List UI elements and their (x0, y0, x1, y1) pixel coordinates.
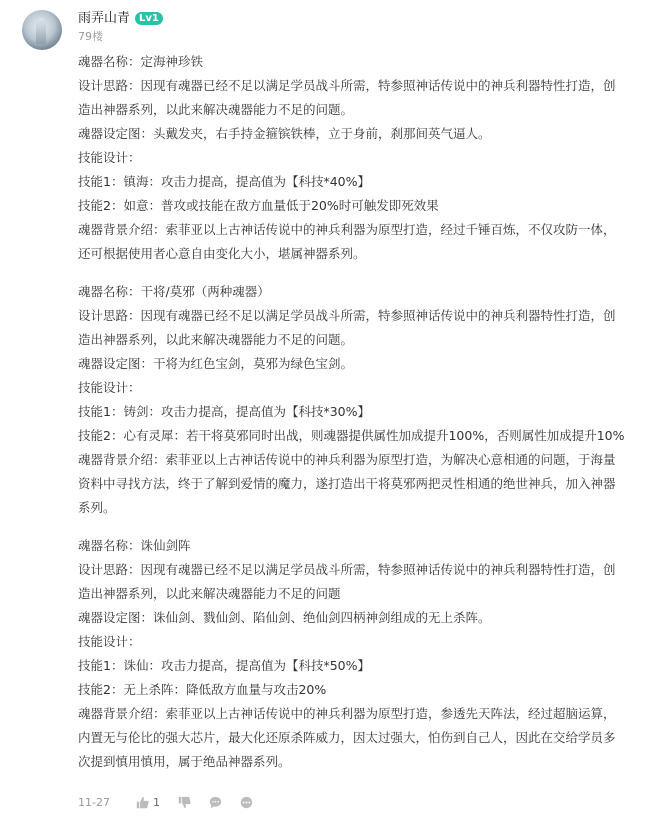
text-line: 造出神器系列，以此来解决魂器能力不足的问题。 (78, 102, 354, 117)
thumbs-down-icon (178, 796, 191, 809)
text-line: 设计思路：因现有魂器已经不足以满足学员战斗所需，特参照神话传说中的神兵利器特性打造，创 (78, 562, 616, 577)
text-line: 魂器名称：干将/莫邪（两种魂器） (78, 284, 270, 299)
text-line: 魂器设定图：头戴发夹，右手持金箍镔铁棒，立于身前，刹那间英气逼人。 (78, 126, 491, 141)
text-line: 设计思路：因现有魂器已经不足以满足学员战斗所需，特参照神话传说中的神兵利器特性打造，创 (78, 308, 616, 323)
like-button[interactable] (136, 796, 160, 809)
text-line: 魂器背景介绍：索菲亚以上古神话传说中的神兵利器为原型打造，为解决心意相通的问题，于海量 (78, 452, 616, 467)
text-line: 还可根据使用者心意自由变化大小，堪属神器系列。 (78, 246, 366, 261)
level-badge: Lv1 (135, 12, 163, 25)
text-line: 技能2：无上杀阵：降低敌方血量与攻击20% (78, 682, 327, 697)
post-date: 11-27 (78, 795, 110, 809)
text-line: 技能设计： (78, 634, 141, 649)
text-line: 技能2：心有灵犀：若干将莫邪同时出战，则魂器提供属性加成提升100%，否则属性加成提升10% (78, 428, 625, 443)
text-line: 造出神器系列，以此来解决魂器能力不足的问题。 (78, 332, 354, 347)
like-count: 1 (152, 795, 160, 809)
dislike-button[interactable] (178, 796, 191, 809)
paragraph-gap (78, 520, 638, 534)
avatar[interactable] (22, 10, 62, 50)
text-line: 技能设计： (78, 380, 141, 395)
thumbs-up-icon (136, 796, 149, 809)
comment-icon (209, 796, 222, 809)
comment-body (78, 50, 638, 774)
more-button[interactable] (240, 796, 253, 809)
comment-footer (78, 793, 271, 811)
text-line: 技能设计： (78, 150, 141, 165)
text-line: 资料中寻找方法，终于了解到爱情的魔力，遂打造出干将莫邪两把灵性相通的绝世神兵，加入神器 (78, 476, 616, 491)
text-line: 技能1：诛仙：攻击力提高，提高值为【科技*50%】 (78, 658, 370, 673)
text-line: 魂器名称：定海神珍铁 (78, 54, 204, 69)
text-line: 技能1：镇海：攻击力提高，提高值为【科技*40%】 (78, 174, 370, 189)
username[interactable]: 雨弄山青 (78, 11, 131, 26)
text-line: 魂器背景介绍：索菲亚以上古神话传说中的神兵利器为原型打造，参透先天阵法，经过超脑运算， (78, 706, 616, 721)
text-line: 魂器设定图：诛仙剑、戮仙剑、陷仙剑、绝仙剑四柄神剑组成的无上杀阵。 (78, 610, 491, 625)
text-line: 设计思路：因现有魂器已经不足以满足学员战斗所需，特参照神话传说中的神兵利器特性打造，创 (78, 78, 616, 93)
text-line: 魂器背景介绍：索菲亚以上古神话传说中的神兵利器为原型打造，经过千锤百炼，不仅攻防一体， (78, 222, 616, 237)
reply-button[interactable] (209, 796, 222, 809)
text-line: 内置无与伦比的强大芯片，最大化还原杀阵威力，因太过强大，怕伤到自己人，因此在交给学员多 (78, 730, 616, 745)
text-line: 技能2：如意：普攻或技能在敌方血量低于20%时可触发即死效果 (78, 198, 439, 213)
text-line: 技能1：铸剑：攻击力提高，提高值为【科技*30%】 (78, 404, 370, 419)
floor-number: 79楼 (78, 30, 103, 43)
text-line: 造出神器系列，以此来解决魂器能力不足的问题 (78, 586, 341, 601)
text-line: 系列。 (78, 500, 116, 515)
text-line: 次提到慎用慎用，属于绝品神器系列。 (78, 754, 291, 769)
more-icon (240, 796, 253, 809)
paragraph-gap (78, 266, 638, 280)
text-line: 魂器设定图：干将为红色宝剑，莫邪为绿色宝剑。 (78, 356, 354, 371)
text-line: 魂器名称：诛仙剑阵 (78, 538, 191, 553)
